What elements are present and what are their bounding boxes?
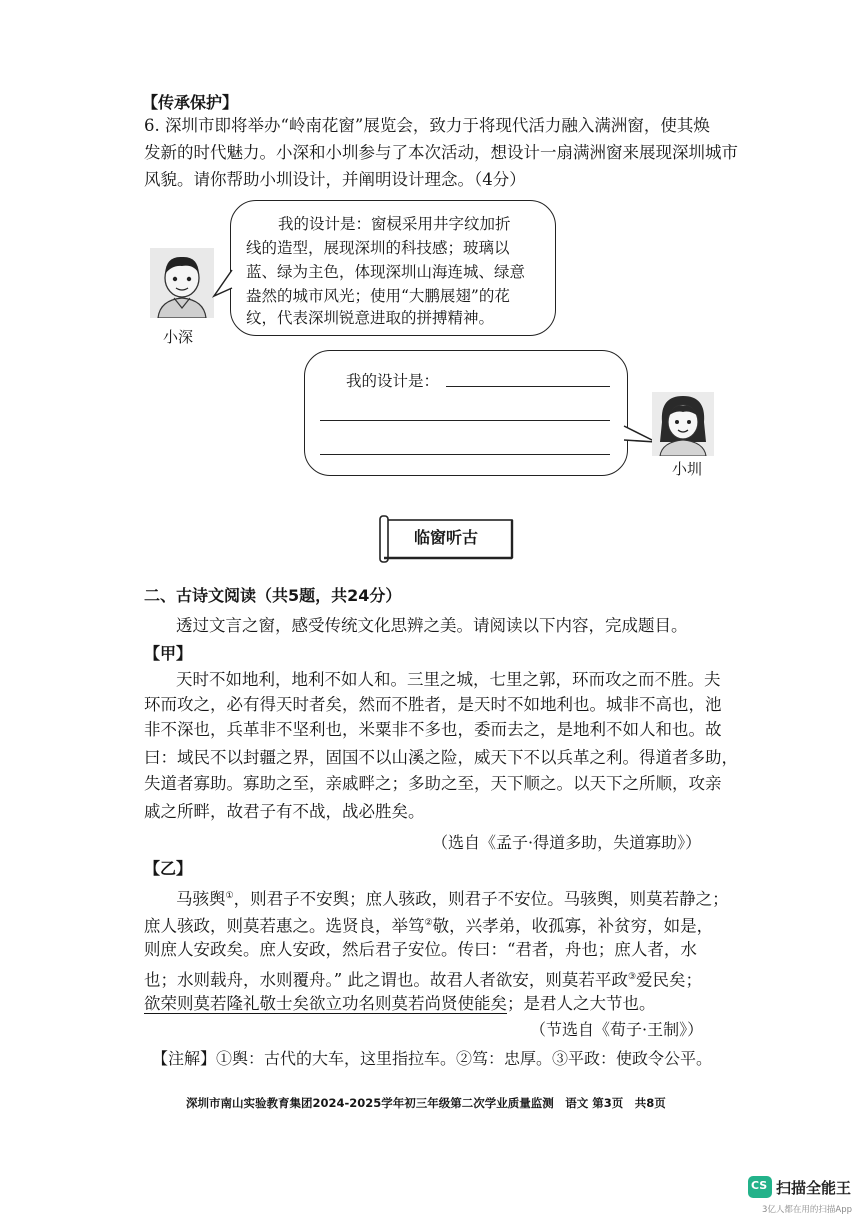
q6-line-1: 6. 深圳市即将举办“岭南花窗”展览会，致力于将现代活力融入满洲窗，使其焕: [144, 116, 710, 135]
yi-line-1: [176, 885, 729, 911]
scanner-tagline: 3亿人都在用的扫描App: [762, 1205, 853, 1215]
page-footer: 深圳市南山实验教育集团2024-2025学年初三年级第二次学业质量监测 语文 第3页 共8页: [186, 1096, 666, 1110]
boy-name: 小深: [163, 328, 194, 346]
footnote-marker-2: ②: [424, 918, 433, 928]
scanner-brand: 扫描全能王: [776, 1179, 852, 1197]
yi-underlined-sentence: 欲荣则莫若隆礼敬士矣欲立功名则莫若尚贤使能矣: [144, 994, 507, 1013]
bubble-tail-left: [212, 268, 234, 304]
yi-line-4-b: 爱民矣；: [636, 970, 703, 990]
jia-line-6: 戚之所畔，故君子有不战，战必胜矣。: [144, 802, 425, 821]
bubble2-prompt: 我的设计是：: [346, 372, 440, 390]
annotation-notes: 【注解】①舆：古代的大车，这里指拉车。②笃：忠厚。③平政：使政令公平。: [152, 1049, 713, 1068]
yi-line-2-a: 庶人骇政，则莫若惠之。选贤良，举笃: [144, 916, 425, 936]
bubble1-line-2: 线的造型，展现深圳的科技感；玻璃以: [246, 239, 510, 257]
scanner-badge: CS: [751, 1179, 768, 1192]
footnote-marker-3: ③: [627, 972, 637, 982]
jia-line-4: 曰：域民不以封疆之界，固国不以山溪之险，威天下不以兵革之利。得道者多助，: [144, 748, 738, 767]
part2-heading: 二、古诗文阅读（共5题，共24分）: [144, 586, 402, 605]
yi-line-4-a: 也；水则载舟，水则覆舟。” 此之谓也。故君人者欲安，则莫若平政: [144, 970, 628, 990]
yi-line-5-b: ；是君人之大节也。: [507, 994, 656, 1013]
answer-blank-1[interactable]: [446, 386, 610, 387]
jia-source: （选自《孟子·得道多助，失道寡助》）: [432, 833, 702, 852]
yi-line-1-a: 马骇舆: [176, 889, 226, 909]
girl-avatar: [652, 392, 714, 456]
yi-line-3: 则庶人安政矣。庶人安政，然后君子安位。传曰：“君者，舟也；庶人者，水: [144, 940, 697, 959]
answer-blank-2[interactable]: [320, 420, 610, 421]
jia-line-3: 非不深也，兵革非不坚利也，米粟非不多也，委而去之，是地利不如人和也。故: [144, 720, 722, 739]
yi-line-2: [144, 912, 713, 938]
jia-label: 【甲】: [144, 644, 193, 663]
yi-label: 【乙】: [144, 859, 193, 878]
bubble1-line-5: 纹，代表深圳锐意进取的拼搏精神。: [246, 309, 495, 327]
banner-title: 临窗听古: [414, 528, 479, 547]
yi-line-1-b: ，则君子不安舆；庶人骇政，则君子不安位。马骇舆，则莫若静之；: [233, 889, 729, 909]
yi-line-5: [144, 993, 656, 1015]
bubble1-line-4: 盎然的城市风光；使用“大鹏展翅”的花: [246, 287, 510, 305]
yi-line-4: [144, 966, 702, 992]
bubble1-line-3: 蓝、绿为主色，体现深圳山海连城、绿意: [246, 263, 526, 281]
yi-source: （节选自《荀子·王制》）: [530, 1020, 704, 1039]
girl-name: 小圳: [672, 460, 703, 478]
footnote-marker-1: ①: [225, 891, 234, 901]
bubble1-line-1: 我的设计是：窗棂采用井字纹加折: [278, 215, 511, 233]
speech-bubble-xiaozhen: [304, 350, 628, 476]
answer-blank-3[interactable]: [320, 454, 610, 455]
q6-line-2: 发新的时代魅力。小深和小圳参与了本次活动，想设计一扇满洲窗来展现深圳城市: [144, 143, 738, 162]
yi-line-2-b: 敬，兴孝弟，收孤寡，补贫穷，如是，: [432, 916, 714, 936]
jia-line-1: 天时不如地利，地利不如人和。三里之城，七里之郭，环而攻之而不胜。夫: [176, 670, 721, 689]
boy-avatar: [150, 248, 214, 318]
scanner-logo-icon: [748, 1176, 772, 1198]
part2-intro: 透过文言之窗，感受传统文化思辨之美。请阅读以下内容，完成题目。: [176, 616, 688, 635]
q6-line-3: 风貌。请你帮助小圳设计，并阐明设计理念。（4分）: [144, 170, 526, 189]
jia-line-2: 环而攻之，必有得天时者矣，然而不胜者，是天时不如地利也。城非不高也，池: [144, 695, 722, 714]
jia-line-5: 失道者寡助。寡助之至，亲戚畔之；多助之至，天下顺之。以天下之所顺，攻亲: [144, 774, 722, 793]
section-title: 【传承保护】: [142, 93, 239, 112]
